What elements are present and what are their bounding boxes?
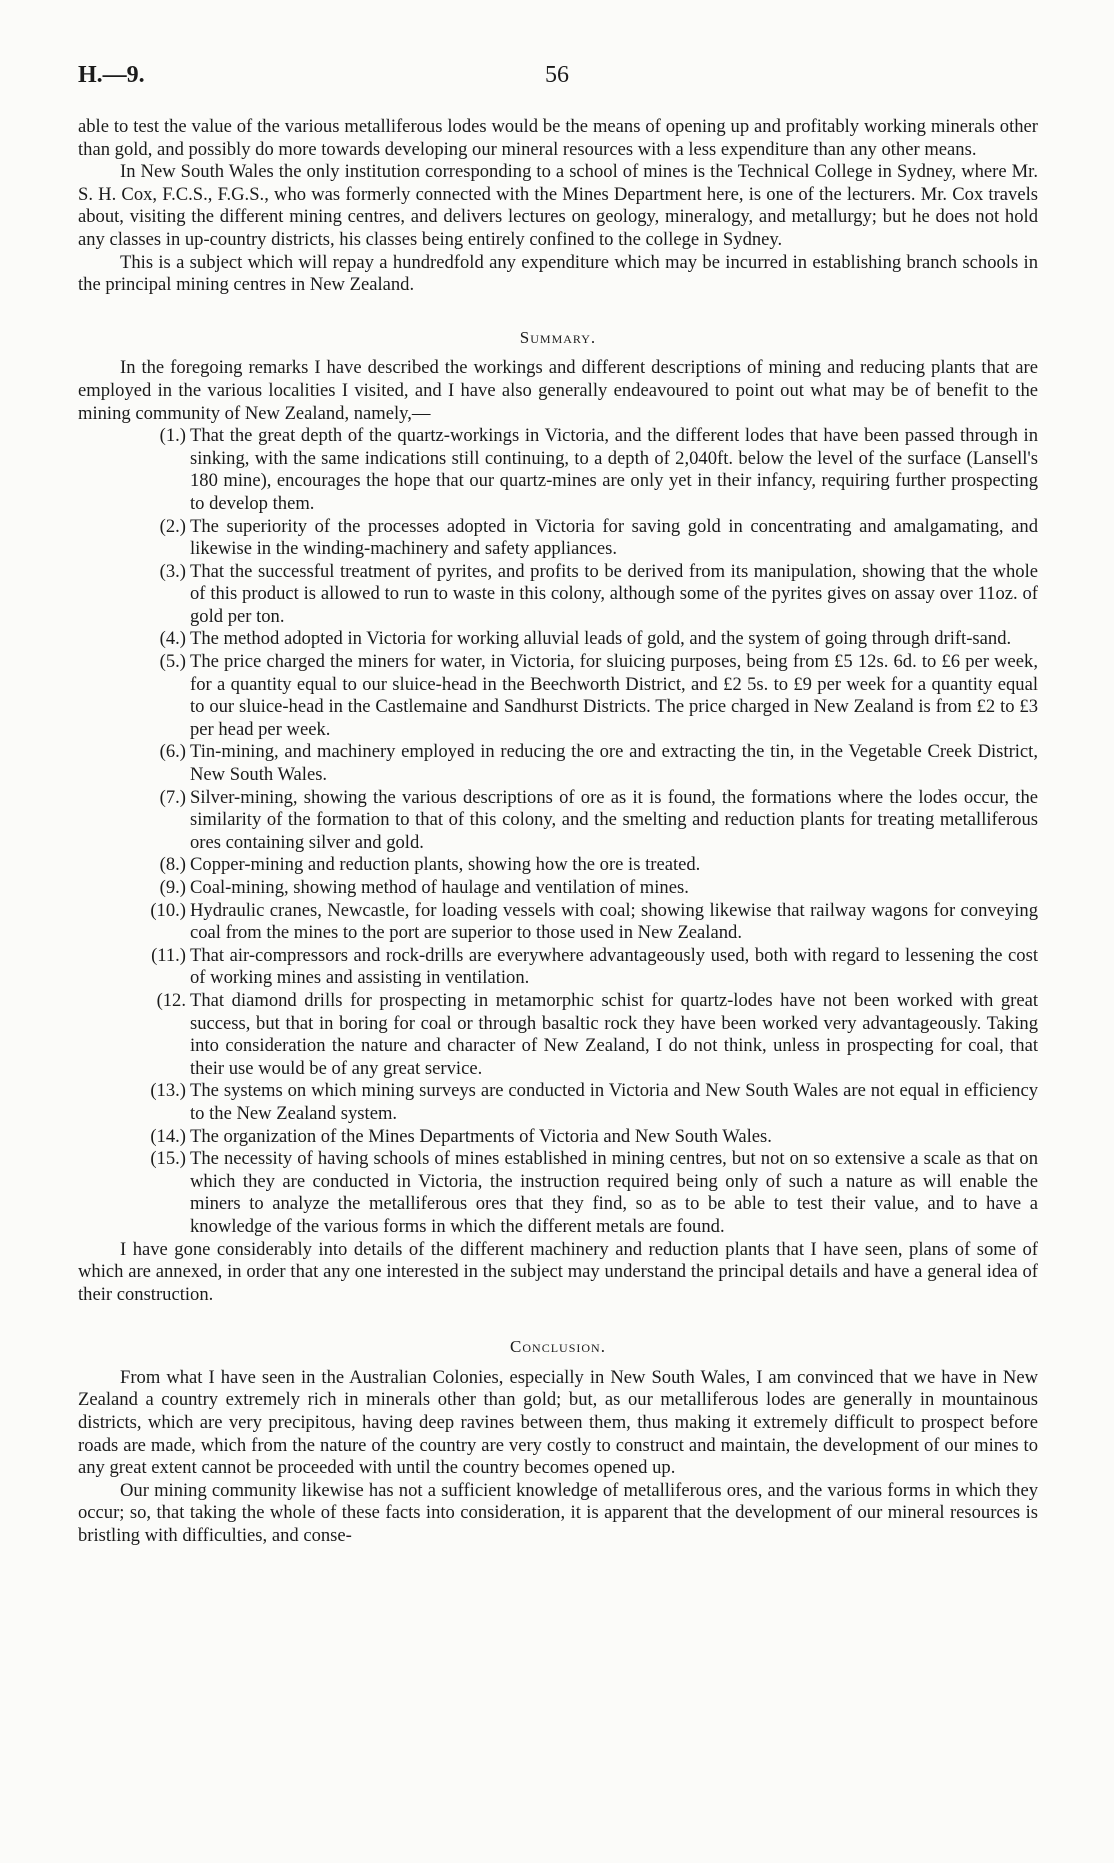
summary-item-text: Silver-mining, showing the various descriptions of ore as it is found, the formations where the lodes occur, the similarity of the formation to that of this colony, and the smelting and reduction plants for treating metalliferous ores containing silver and gold. (190, 786, 1038, 853)
summary-item-number: (3.) (159, 560, 186, 582)
summary-item (78, 425, 1038, 515)
summary-item (78, 651, 1038, 741)
summary-item-number: (4.) (159, 628, 186, 650)
summary-item-text: The organization of the Mines Departments of Victoria and New South Wales. (190, 1125, 772, 1147)
page-number: 56 (545, 62, 569, 88)
summary-item-text: The price charged the miners for water, in Victoria, for sluicing purposes, being from £5 12s. 6d. to £6 per week, for a quantity equal to our sluice-head in the Beechworth District, and £2 5s. to £9 per week for a quantity equal to our sluice-head in the Castlemaine and Sandhurst Districts. The price charged in New Zealand is from £2 to £3 per head per week. (190, 651, 1038, 740)
summary-item-number: (5.) (159, 651, 186, 673)
summary-item (78, 990, 1038, 1080)
summary-item (78, 900, 1038, 945)
summary-item-number: (8.) (159, 854, 186, 876)
summary-item-number: (12. (156, 989, 186, 1011)
summary-item (78, 1148, 1038, 1238)
summary-lead: In the foregoing remarks I have described the workings and different descriptions of mining and reducing plants that are employed in the various localities I visited, and I have also generally endeavoured to point out what may be of benefit to the mining community of New Zealand, namely,— (78, 357, 1038, 424)
summary-item (78, 1126, 1038, 1149)
summary-item-number: (15.) (150, 1148, 186, 1170)
summary-item (78, 787, 1038, 855)
summary-item-number: (10.) (150, 899, 186, 921)
page-header (78, 62, 1036, 96)
summary-item-text: The systems on which mining surveys are conducted in Victoria and New South Wales are not equal in efficiency to the New Zealand system. (190, 1080, 1038, 1124)
summary-closing: I have gone considerably into details of the different machinery and reduction plants that I have seen, plans of some of which are annexed, in order that any one interested in the subject may understand the principal details and have a general idea of their construction. (78, 1238, 1038, 1305)
summary-item (78, 1080, 1038, 1125)
summary-item-number: (1.) (159, 425, 186, 447)
summary-item-text: The superiority of the processes adopted in Victoria for saving gold in concentrating and amalgamating, and likewise in the winding-machinery and safety appliances. (190, 515, 1038, 560)
summary-item-text: Tin-mining, and machinery employed in reducing the ore and extracting the tin, in the Vegetable Creek District, New South Wales. (190, 741, 1038, 786)
conclusion-paragraph: Our mining community likewise has not a sufficient knowledge of metalliferous ores, and the various forms in which they occur; so, that taking the whole of these facts into consideration, it is apparent that the development of our mineral resources is bristling with difficulties, and conse- (78, 1479, 1038, 1547)
summary-item-text: That air-compressors and rock-drills are everywhere advantageously used, both with regard to lessening the cost of working mines and assisting in ventilation. (190, 944, 1038, 989)
summary-item (78, 945, 1038, 990)
summary-item (78, 877, 1038, 900)
summary-item-text: The necessity of having schools of mines established in mining centres, but not on so extensive a scale as that on which they are conducted in Victoria, the instruction required being only of such a nature as will enable the miners to analyze the metalliferous ores that they find, so as to be able to test their value, and to have a knowledge of the various forms in which the different metals are found. (190, 1148, 1038, 1237)
summary-item-text: That diamond drills for prospecting in metamorphic schist for quartz-lodes have not been worked with great success, but that in boring for coal or through basaltic rock they have been worked very advantageously. Taking into consideration the nature and character of New Zealand, I do not think, unless in prospecting for coal, that their use would be of any great service. (190, 989, 1038, 1079)
document-body (78, 116, 1038, 1548)
summary-item-text: Hydraulic cranes, Newcastle, for loading vessels with coal; showing likewise that railway wagons for conveying coal from the mines to the port are superior to those used in New Zealand. (190, 899, 1038, 944)
summary-item-number: (14.) (150, 1125, 186, 1147)
summary-item-text: The method adopted in Victoria for working alluvial leads of gold, and the system of going through drift-sand. (190, 628, 1012, 650)
summary-item-number: (9.) (159, 877, 186, 898)
intro-paragraph: This is a subject which will repay a hundredfold any expenditure which may be incurred in establishing branch schools in the principal mining centres in New Zealand. (78, 251, 1038, 296)
summary-item (78, 561, 1038, 629)
page-reference: H.—9. (78, 62, 145, 88)
summary-item (78, 516, 1038, 561)
summary-item (78, 741, 1038, 786)
intro-paragraph: In New South Wales the only institution corresponding to a school of mines is the Technical College in Sydney, where Mr. S. H. Cox, F.C.S., F.G.S., who was formerly connected with the Mines Department here, is one of the lecturers. Mr. Cox travels about, visiting the different mining centres, and delivers lectures on geology, mineralogy, and metallurgy; but he does not hold any classes in up-country districts, his classes being entirely confined to the college in Sydney. (78, 161, 1038, 250)
summary-item-text: That the great depth of the quartz-workings in Victoria, and the different lodes that have been passed through in sinking, with the same indications still continuing, to a depth of 2,040ft. below the level of the surface (Lansell's 180 mine), encourages the hope that our quartz-mines are only yet in their infancy, requiring further prospecting to develop them. (190, 425, 1038, 514)
summary-item-number: (11.) (151, 944, 186, 966)
summary-heading: Summary. (519, 327, 597, 347)
summary-item-number: (2.) (159, 515, 186, 537)
conclusion-paragraph: From what I have seen in the Australian Colonies, especially in New South Wales, I am convinced that we have in New Zealand a country extremely rich in minerals other than gold; but, as our metalliferous lodes are generally in mountainous districts, which are very precipitous, having deep ravines between them, thus making it extremely difficult to prospect before roads are made, which from the nature of the country are very costly to construct and maintain, the development of our mines to any great extent cannot be proceeded with until the country becomes opened up. (78, 1366, 1038, 1479)
summary-item-text: That the successful treatment of pyrites, and profits to be derived from its manipulation, showing that the whole of this product is allowed to run to waste in this colony, although some of the pyrites gives on assay over 11oz. of gold per ton. (190, 560, 1038, 627)
summary-item-number: (6.) (159, 741, 186, 763)
summary-item (78, 628, 1038, 651)
summary-item-number: (13.) (150, 1080, 186, 1102)
summary-item-text: Copper-mining and reduction plants, showing how the ore is treated. (190, 854, 701, 876)
summary-list (78, 425, 1038, 1238)
summary-item-number: (7.) (159, 786, 186, 808)
conclusion-heading: Conclusion. (510, 1337, 606, 1357)
intro-paragraph: able to test the value of the various metalliferous lodes would be the means of opening up and profitably working minerals other than gold, and possibly do more towards developing our mineral resources with a less expenditure than any other means. (78, 116, 1038, 160)
summary-item (78, 854, 1038, 877)
summary-item-text: Coal-mining, showing method of haulage and ventilation of mines. (190, 877, 689, 898)
